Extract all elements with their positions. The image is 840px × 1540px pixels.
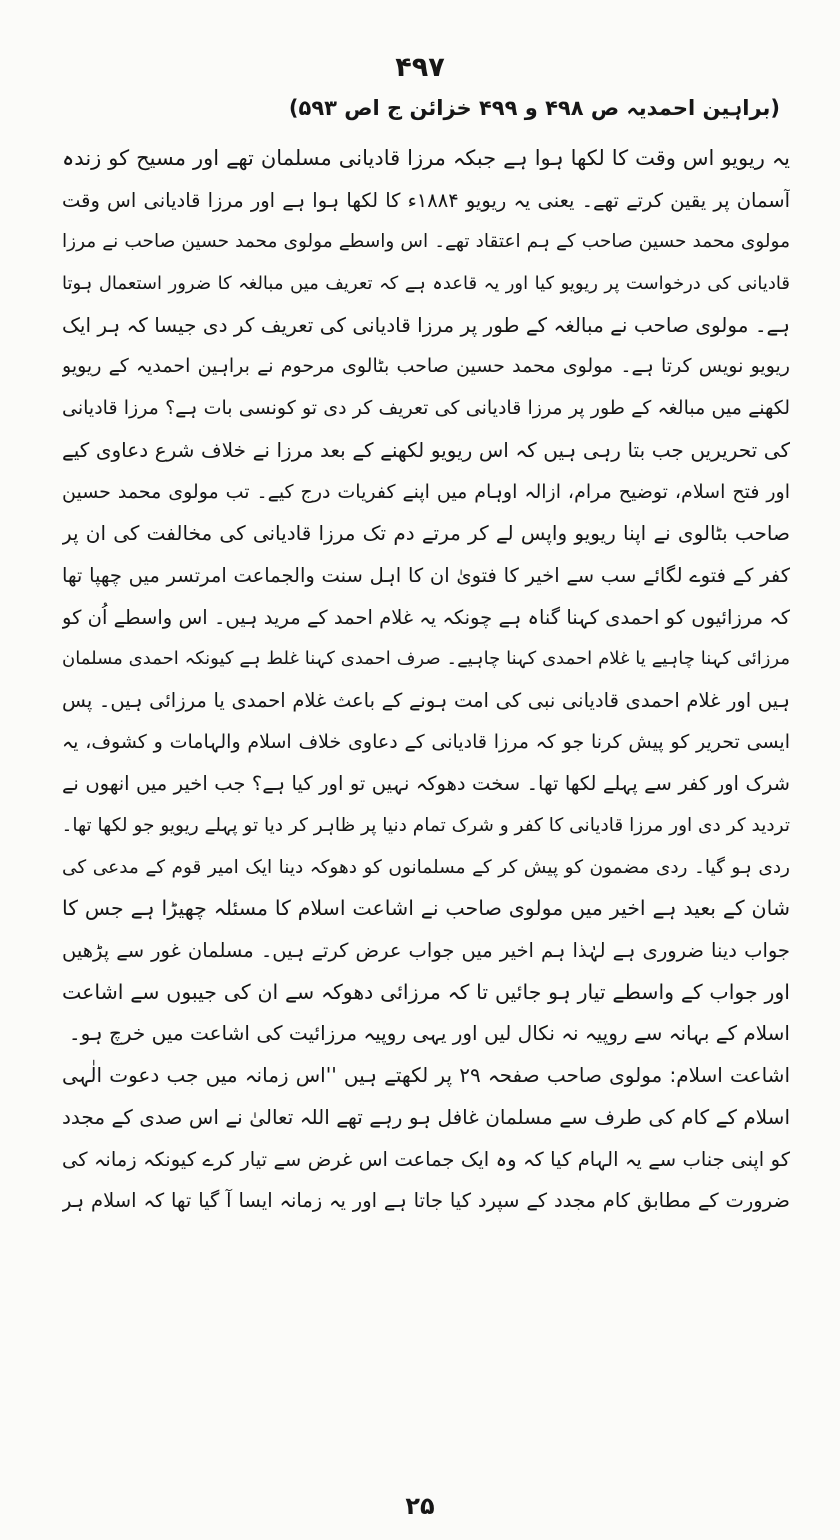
citation: (براہین احمدیہ ص ۴۹۸ و ۴۹۹ خزائن ج اص ۵۹۳) — [288, 96, 780, 120]
text-line: لکھنے میں مبالغہ کے طور پر مرزا قادیانی کی تعریف کر دی تو کونسی بات ہے؟ مرزا قادیانی — [62, 397, 790, 420]
text-line: اور جواب کے واسطے تیار ہو جائیں تا کہ مرزائی دھوکہ سے ان کی جیبوں سے اشاعت — [62, 979, 790, 1004]
body-text — [62, 138, 790, 1222]
text-line: ہیں اور غلام احمدی قادیانی نبی کی امت ہونے کے باعث غلام احمدی یا مرزائی ہیں۔ پس — [62, 688, 790, 712]
text-line: ردی ہو گیا۔ ردی مضمون کو پیش کر کے مسلمانوں کو دھوکہ دینا ایک امیر قوم کے مدعی کی — [62, 856, 790, 878]
text-line: اسلام کے کام کی طرف سے مسلمان غافل ہو رہے تھے اللہ تعالیٰ نے اس صدی کے مجدد — [62, 1104, 790, 1129]
text-line: کفر کے فتوے لگائے سب سے اخیر کا فتویٰ ان کا اہل سنت والجماعت امرتسر میں چھپا تھا — [62, 563, 790, 587]
text-line: صاحب بٹالوی نے اپنا ریویو واپس لے کر مرتے دم تک مرزا قادیانی کی مخالفت کی ان پر — [62, 521, 790, 546]
text-line: اور فتح اسلام، توضیح مرام، ازالہ اوہام میں اپنے کفریات درج کیے۔ تب مولوی محمد حسین — [62, 480, 790, 503]
text-line: قادیانی کی درخواست پر ریویو کیا اور یہ قاعدہ ہے کہ تعریف میں مبالغہ کا ضرور استعمال ہوتا — [62, 273, 790, 295]
text-line: شان کے بعید ہے اخیر میں مولوی صاحب نے اشاعت اسلام کا مسئلہ چھیڑا ہے جس کا — [62, 896, 790, 921]
text-line: آسمان پر یقین کرتے تھے۔ یعنی یہ ریویو ۱۸۸۴ء کا لکھا ہوا ہے اور مرزا قادیانی اس وقت — [62, 188, 790, 212]
text-line: کو اپنی جناب سے یہ الہام کیا کہ وہ ایک جماعت اس غرض سے تیار کرے کیونکہ زمانہ کی — [62, 1147, 790, 1171]
text-line: جواب دینا ضروری ہے لہٰذا ہم اخیر میں جواب عرض کرتے ہیں۔ مسلمان غور سے پڑھیں — [62, 939, 790, 963]
text-line: کی تحریریں جب بتا رہی ہیں کہ اس ریویو لکھنے کے بعد مرزا نے خلاف شرع دعاوی کیے — [62, 437, 790, 462]
text-line: کہ مرزائیوں کو احمدی کہنا گناہ ہے چونکہ یہ غلام احمد کے مرید ہیں۔ اس واسطے اُن کو — [62, 605, 790, 629]
text-line-paragraph-end: اسلام کے بہانہ سے روپیہ نہ نکال لیں اور یہی روپیہ مرزائیت کی اشاعت میں خرچ ہو۔ — [68, 1021, 790, 1046]
text-line: مولوی محمد حسین صاحب کے ہم اعتقاد تھے۔ اس واسطے مولوی محمد حسین صاحب نے مرزا — [62, 231, 790, 253]
text-line: ایسی تحریر کو پیش کرنا جو کہ مرزا قادیانی کے دعاوی خلاف اسلام والہامات و کشوف، یہ — [62, 730, 790, 753]
text-line: یہ ریویو اس وقت کا لکھا ہوا ہے جبکہ مرزا قادیانی مسلمان تھے اور مسیح کو زندہ — [62, 146, 790, 170]
text-line: ہے۔ مولوی صاحب نے مبالغہ کے طور پر مرزا قادیانی کی تعریف کر دی جیسا کہ ہر ایک — [62, 312, 790, 337]
text-line: ریویو نویس کرتا ہے۔ مولوی محمد حسین صاحب بٹالوی مرحوم نے براہین احمدیہ کے ریویو — [62, 355, 790, 378]
top-page-number: ۴۹۷ — [395, 52, 445, 83]
text-line: شرک اور کفر سے پہلے لکھا تھا۔ سخت دھوکہ نہیں تو اور کیا ہے؟ جب اخیر میں انھوں نے — [62, 772, 790, 796]
bottom-page-number: ۲۵ — [405, 1492, 435, 1520]
text-line: مرزائی کہنا چاہیے یا غلام احمدی کہنا چاہیے۔ صرف احمدی کہنا غلط ہے کیونکہ احمدی مسلمان — [62, 648, 790, 670]
text-line: اشاعت اسلام: مولوی صاحب صفحہ ۲۹ پر لکھتے ہیں ''اس زمانہ میں جب دعوت الٰہی — [62, 1063, 790, 1088]
text-line: تردید کر دی اور مرزا قادیانی کا کفر و شرک تمام دنیا پر ظاہر کر دیا تو پہلے ریویو جو لکھا تھا۔ — [62, 815, 790, 836]
text-line: ضرورت کے مطابق کام مجدد کے سپرد کیا جاتا ہے اور یہ زمانہ ایسا آ گیا تھا کہ اسلام ہر — [62, 1189, 790, 1213]
